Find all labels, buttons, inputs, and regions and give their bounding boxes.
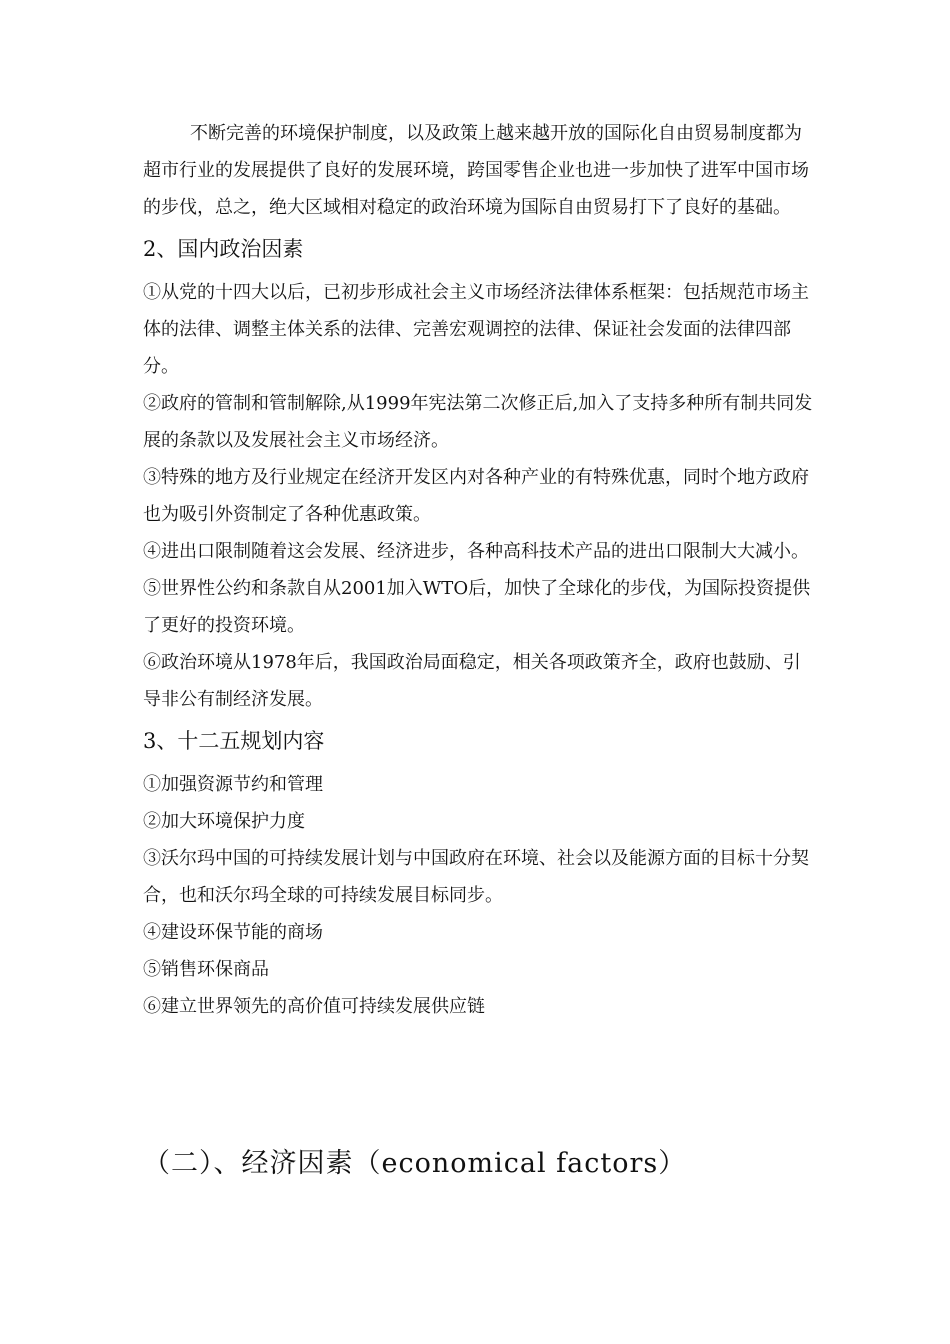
section-2-heading: 2、国内政治因素 xyxy=(143,237,304,261)
section-2-item-1: ①从党的十四大以后，已初步形成社会主义市场经济法律体系框架：包括规范市场主体的法律、调整主体关系的法律、完善宏观调控的法律、保证社会发面的法律四部分。 xyxy=(143,282,809,377)
section-3-item-1: ①加强资源节约和管理 xyxy=(143,774,323,795)
intro-paragraph: 不断完善的环境保护制度，以及政策上越来越开放的国际化自由贸易制度都为超市行业的发展提供了良好的发展环境，跨国零售企业也进一步加快了进军中国市场的步伐，总之，绝大区域相对稳定的政治环境为国际自由贸易打下了良好的基础。 xyxy=(143,123,809,218)
section-2-item-4: ④进出口限制随着这会发展、经济进步，各种高科技术产品的进出口限制大大减小。 xyxy=(143,541,809,562)
section-2-item-2: ②政府的管制和管制解除,从1999年宪法第二次修正后,加入了支持多种所有制共同发展的条款以及发展社会主义市场经济。 xyxy=(143,393,813,451)
section-3-item-5: ⑤销售环保商品 xyxy=(143,959,269,980)
section-2-item-6: ⑥政治环境从1978年后，我国政治局面稳定，相关各项政策齐全，政府也鼓励、引导非公有制经济发展。 xyxy=(143,652,801,710)
section-3-item-4: ④建设环保节能的商场 xyxy=(143,922,323,943)
section-2-item-5: ⑤世界性公约和条款自从2001加入WTO后，加快了全球化的步伐，为国际投资提供了更好的投资环境。 xyxy=(143,578,811,636)
document-body xyxy=(143,115,813,1025)
section-3-item-2: ②加大环境保护力度 xyxy=(143,811,305,832)
section-2-item-3: ③特殊的地方及行业规定在经济开发区内对各种产业的有特殊优惠，同时个地方政府也为吸引外资制定了各种优惠政策。 xyxy=(143,467,809,525)
section-3-item-6: ⑥建立世界领先的高价值可持续发展供应链 xyxy=(143,996,485,1017)
section-3-heading: 3、十二五规划内容 xyxy=(143,729,325,753)
section-3-item-3: ③沃尔玛中国的可持续发展计划与中国政府在环境、社会以及能源方面的目标十分契合，也和沃尔玛全球的可持续发展目标同步。 xyxy=(143,848,809,906)
section-title-economic-factors: （二）、经济因素（economical factors） xyxy=(143,1148,687,1179)
